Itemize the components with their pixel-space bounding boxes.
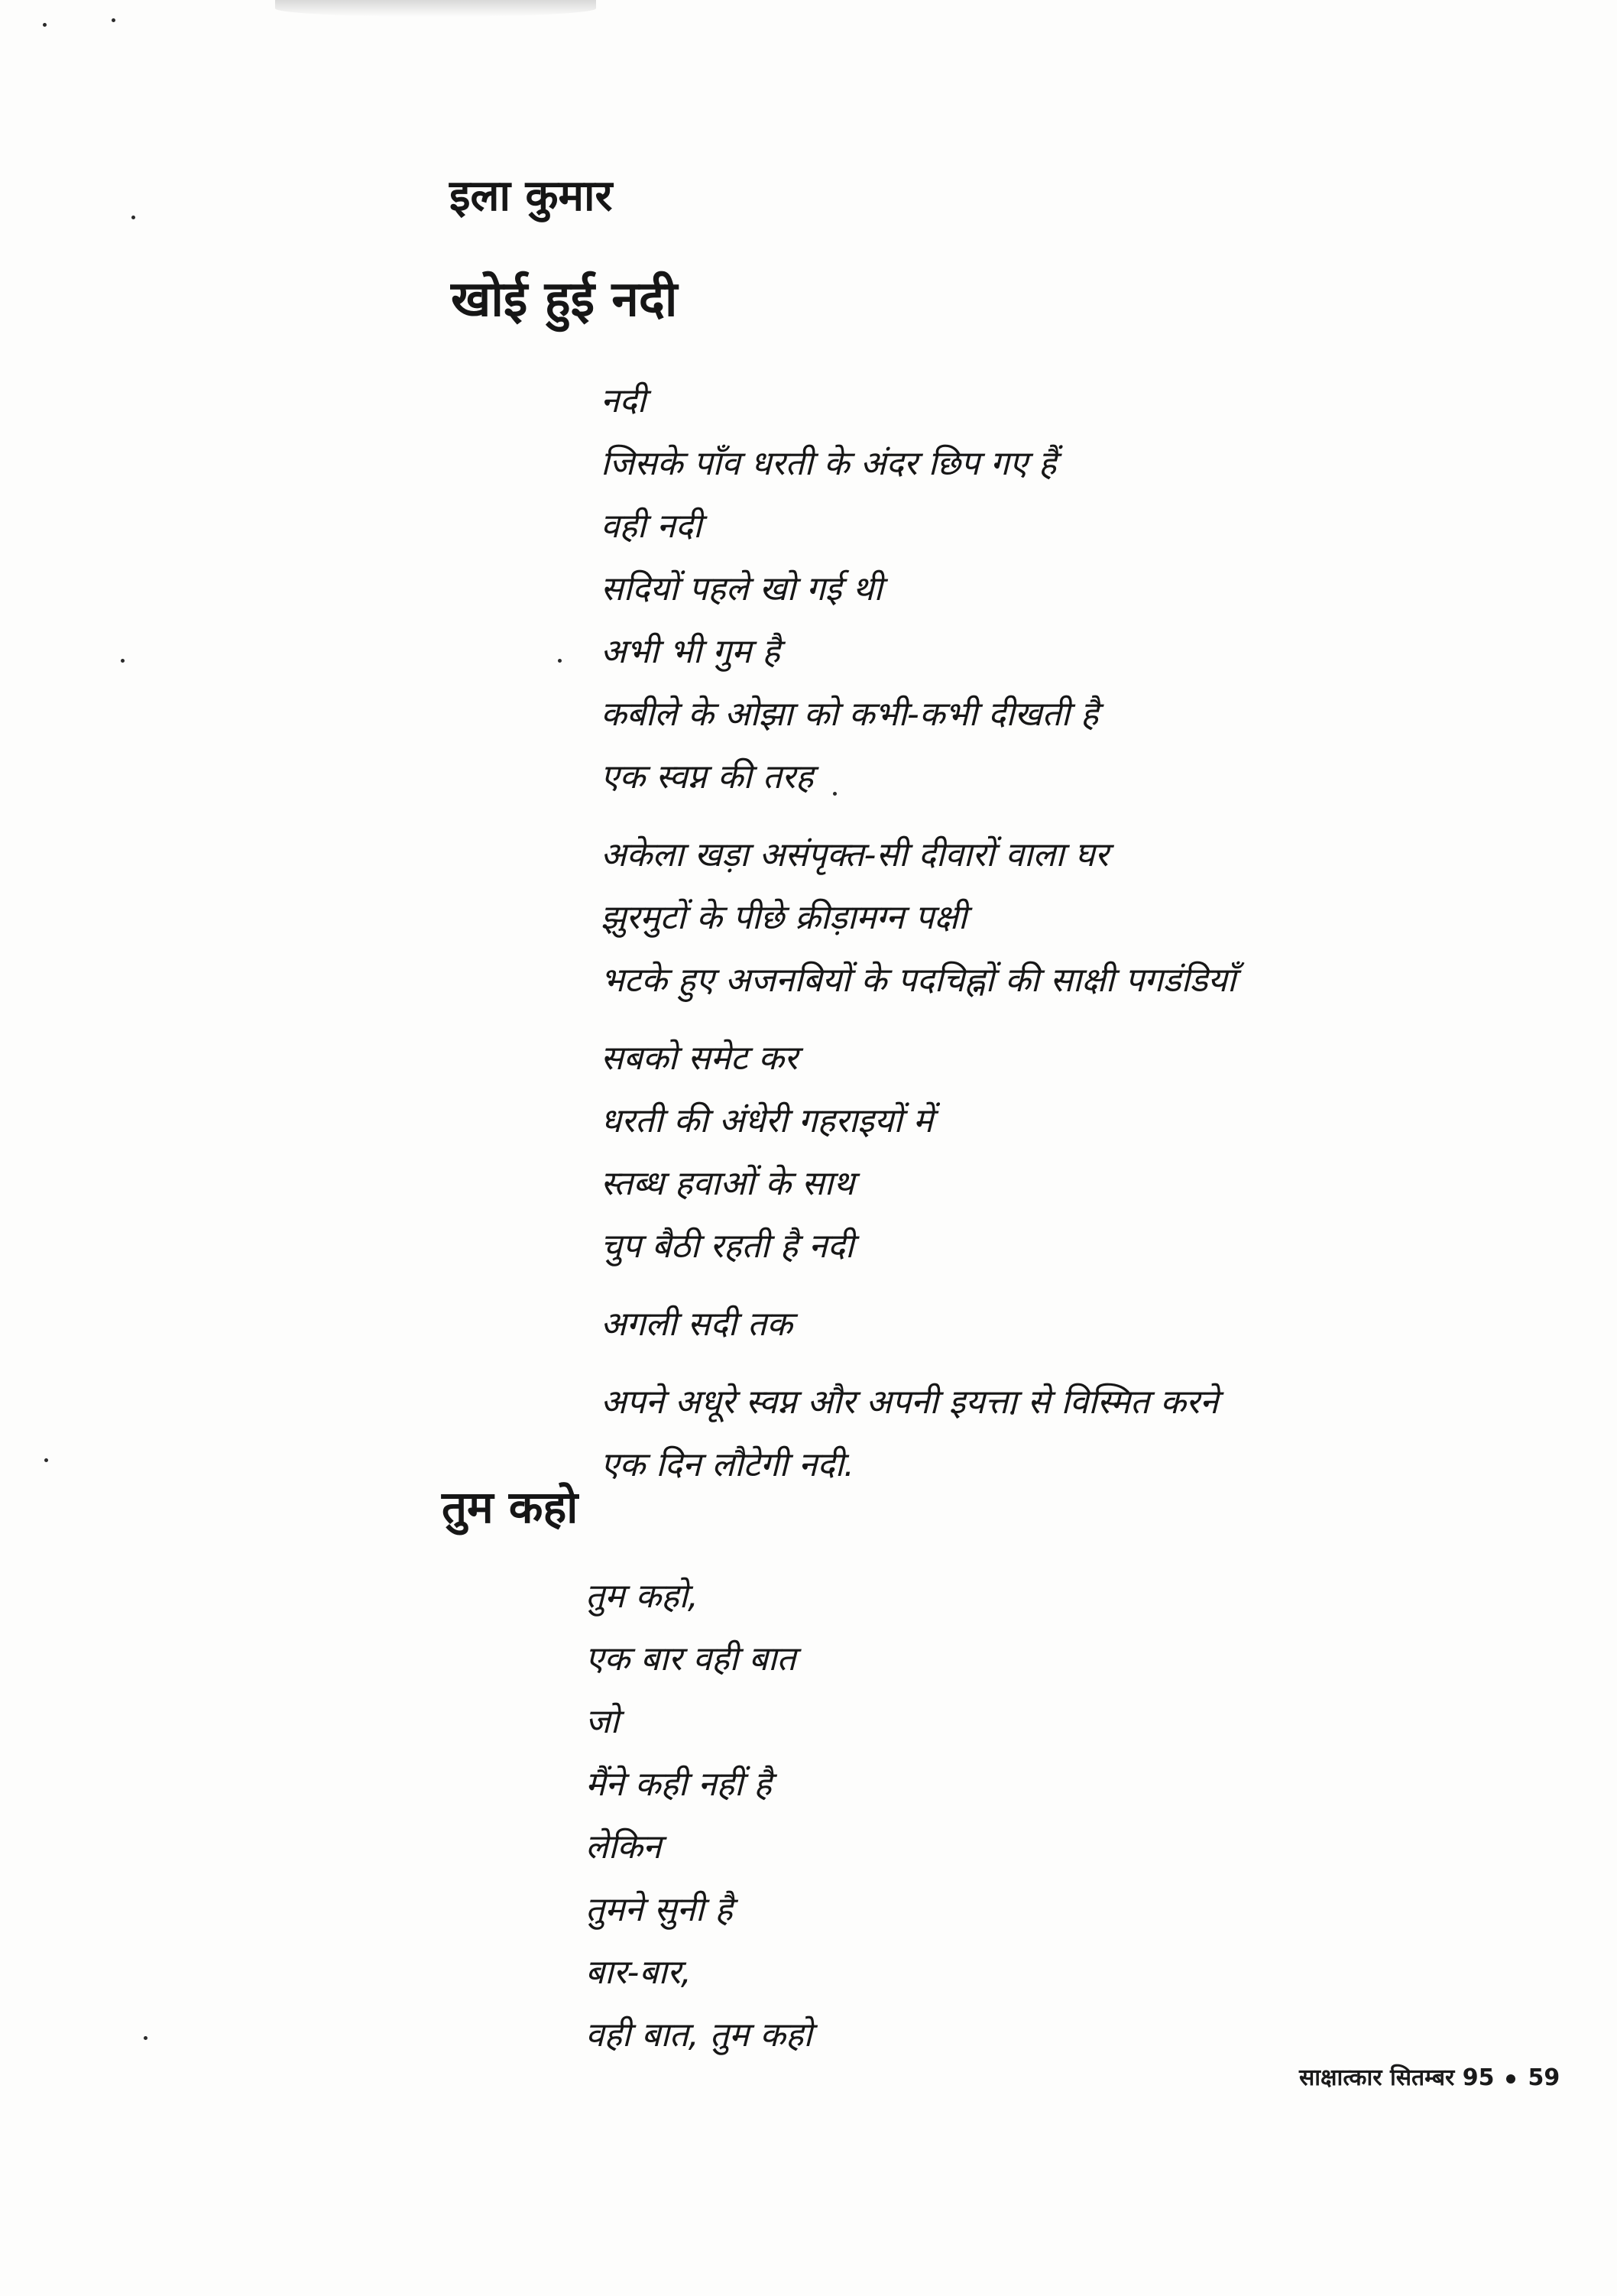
poem-line: वही बात, तुम कहो [585, 2015, 812, 2054]
stanza [601, 1027, 1236, 1278]
poem-line: धरती की अंधेरी गहराइयों में [601, 1101, 934, 1140]
poem-line: अकेला खड़ा असंपृक्त-सी दीवारों वाला घर [601, 835, 1109, 874]
poem-line: वही नदी [601, 507, 702, 546]
poem-line: लेकिन [585, 1827, 662, 1866]
author-name: इला कुमार [449, 171, 613, 221]
poem-line: एक दिन लौटेगी नदी. [601, 1445, 855, 1484]
poem-line: बार-बार, [585, 1953, 692, 1992]
poem-title-khoi-hui-nadi: खोई हुई नदी [451, 271, 678, 328]
poem-line: एक स्वप्न की तरह [601, 757, 814, 796]
page-footer [1299, 2061, 1560, 2092]
poem-body-tum-kaho [585, 1565, 812, 2082]
poem-line: जिसके पाँव धरती के अंदर छिप गए हैं [601, 444, 1057, 483]
poem-line: तुम कहो, [585, 1577, 698, 1616]
poem-line: तुमने सुनी है [585, 1890, 733, 1929]
poem-line: भटके हुए अजनबियों के पदचिह्नों की साक्षी पगडंडियाँ [601, 961, 1236, 1000]
scan-speck [44, 1458, 48, 1462]
stanza [585, 1565, 812, 2067]
stanza [601, 1371, 1236, 1497]
bullet-separator-icon [1506, 2074, 1515, 2084]
poem-line: सबको समेट कर [601, 1039, 799, 1078]
scan-speck [558, 659, 562, 663]
poem-title-tum-kaho: तुम कहो [442, 1481, 578, 1533]
poem-line: झुरमुटों के पीछे क्रीड़ामग्न पक्षी [601, 898, 967, 937]
stanza [601, 370, 1236, 809]
scan-speck [131, 216, 135, 219]
poem-line: स्तब्ध हवाओं के साथ [601, 1164, 855, 1203]
page-number: 59 [1528, 2064, 1560, 2091]
poem-line: नदी [601, 381, 646, 420]
scan-speck [112, 18, 115, 22]
scan-smudge [275, 0, 596, 17]
poem-line: अगली सदी तक [601, 1305, 792, 1344]
poem-body-khoi-hui-nadi [601, 370, 1236, 1512]
poem-line: मैंने कही नहीं है [585, 1765, 772, 1804]
stanza [601, 1293, 1236, 1356]
poem-line: एक बार वही बात [585, 1639, 796, 1678]
poem-line: अपने अधूरे स्वप्न और अपनी इयत्ता से विस्मित करने [601, 1383, 1219, 1422]
poem-line: कबीले के ओझा को कभी-कभी दीखती है [601, 695, 1099, 734]
poem-line: अभी भी गुम है [601, 632, 780, 671]
scan-speck [43, 23, 47, 27]
magazine-issue: साक्षात्कार सितम्बर 95 [1299, 2064, 1495, 2091]
poem-line: सदियों पहले खो गई थी [601, 569, 883, 608]
scan-speck [121, 659, 125, 663]
poem-line: जो [585, 1702, 620, 1741]
stanza [601, 824, 1236, 1012]
poem-line: चुप बैठी रहती है नदी [601, 1227, 854, 1266]
scan-speck [144, 2036, 147, 2040]
